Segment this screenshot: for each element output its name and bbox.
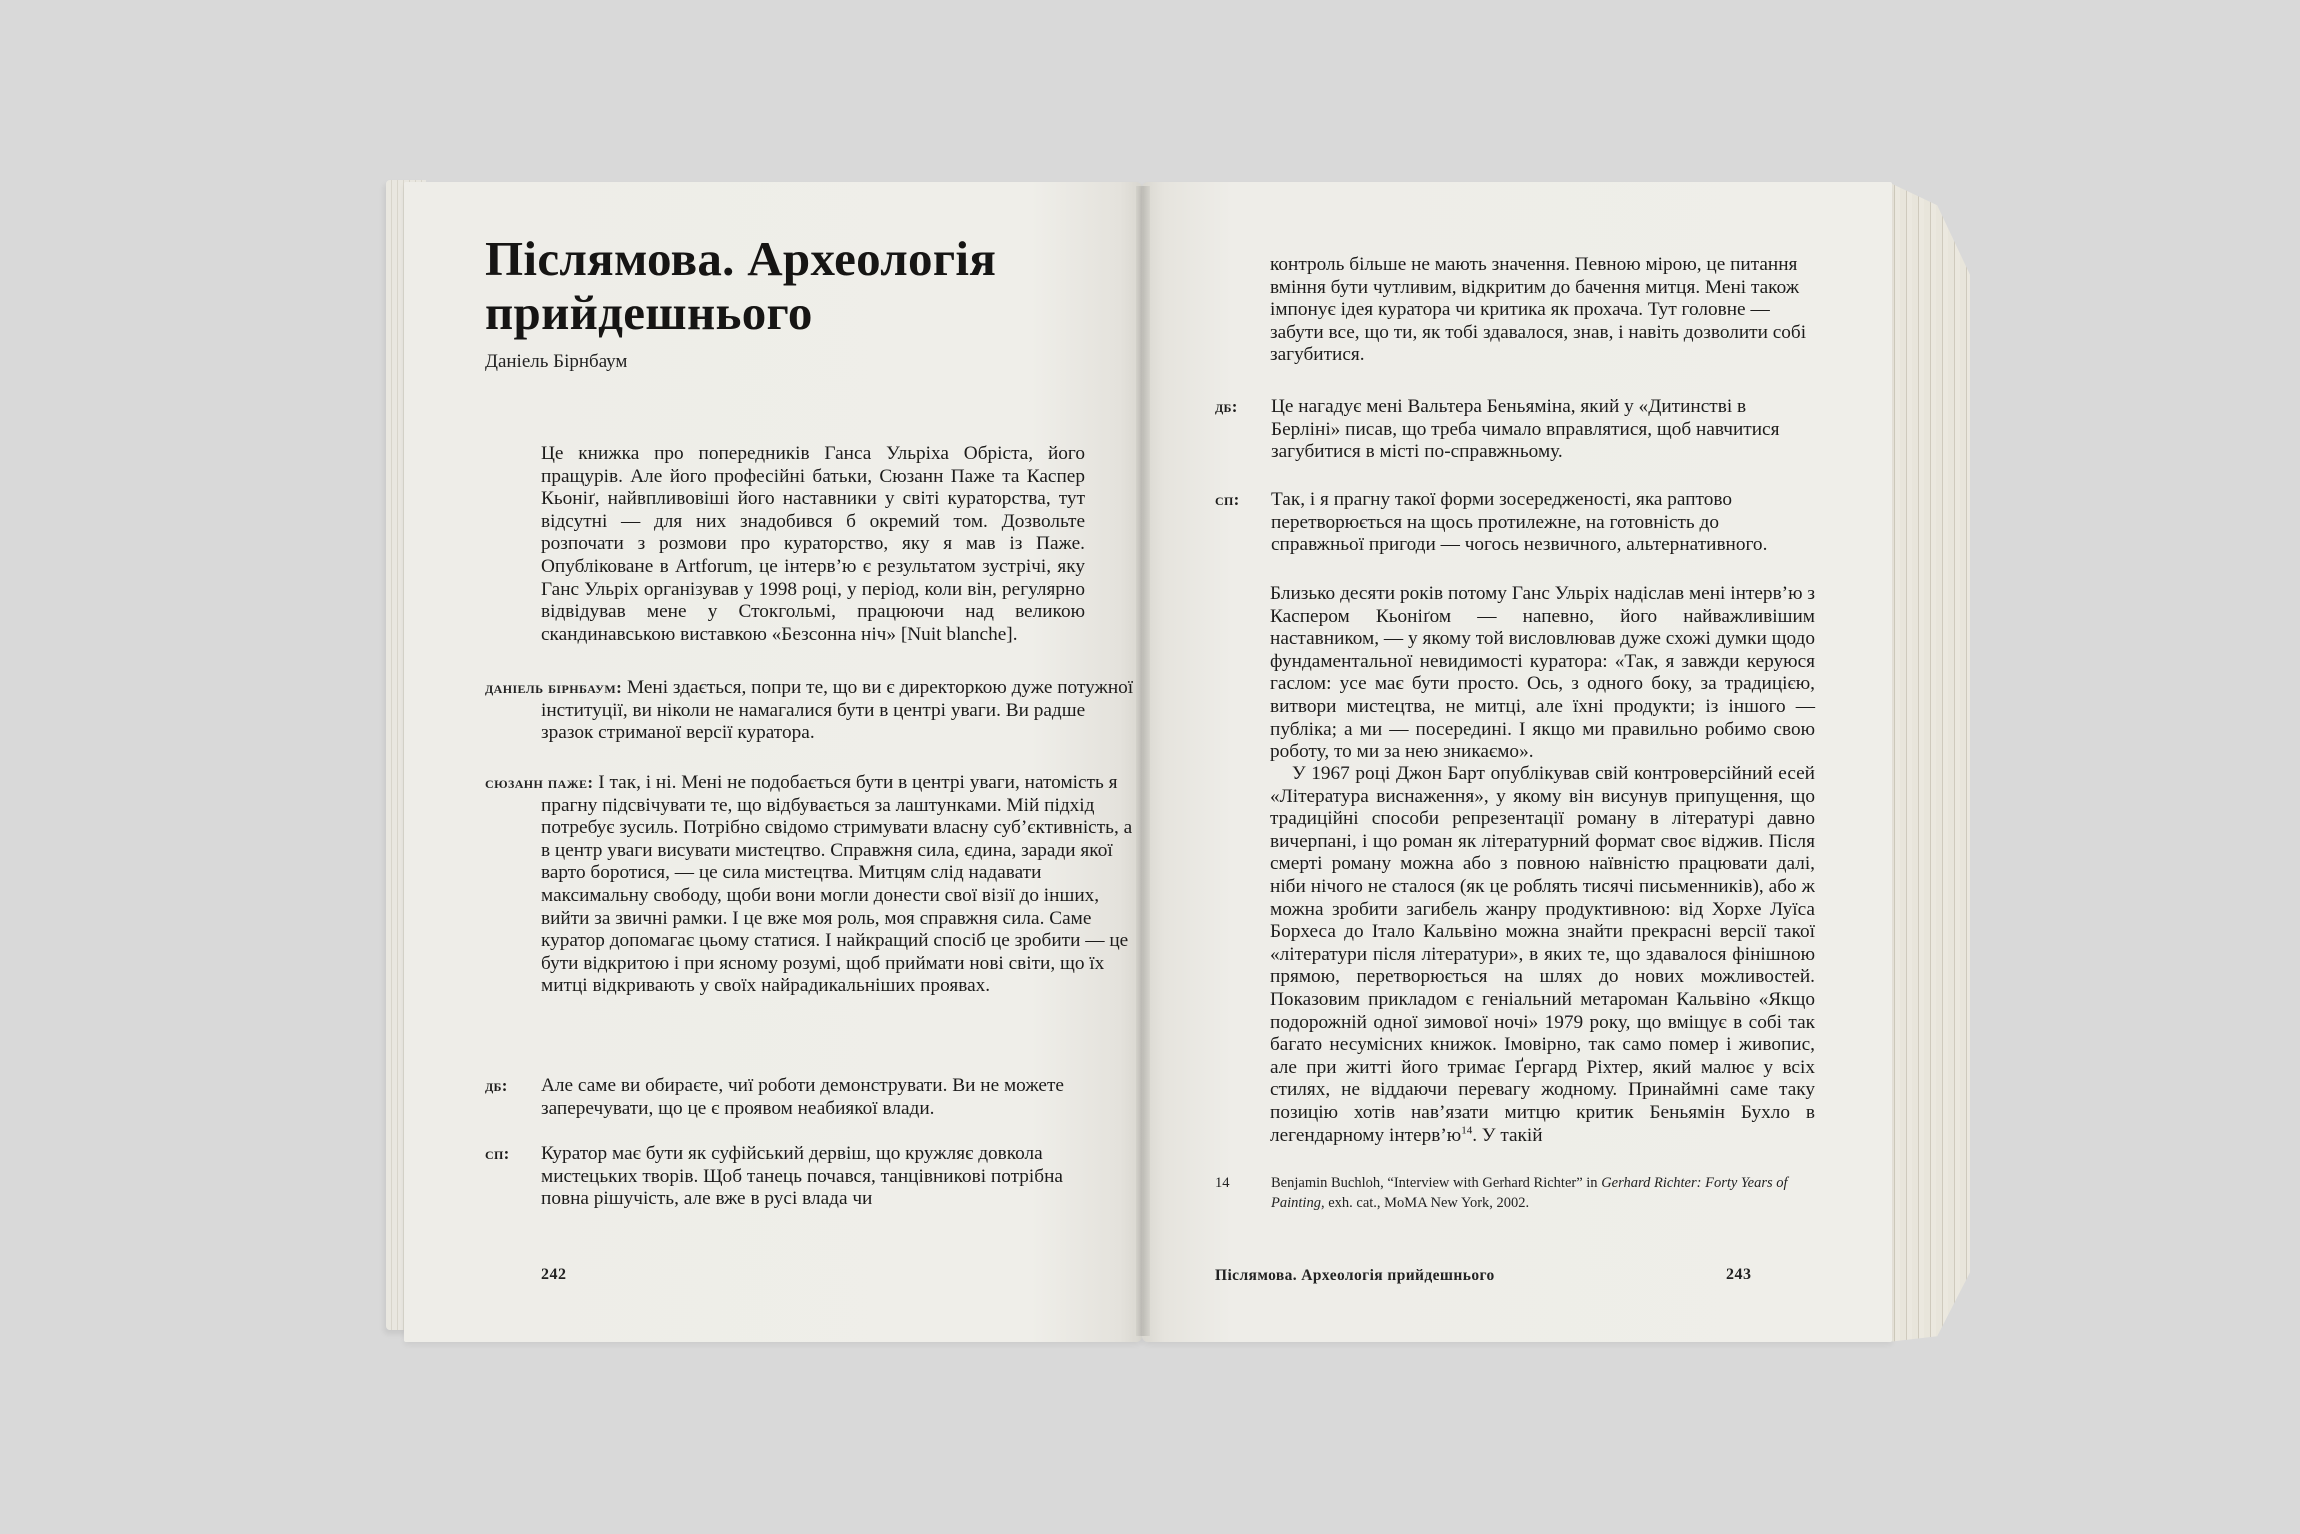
page-number-right: 243 — [1726, 1266, 1752, 1283]
book-gutter — [1136, 186, 1150, 1336]
dialogue-entry — [1215, 489, 1815, 557]
dialogue-entry — [485, 1143, 1085, 1211]
speaker-label: дб: — [485, 1076, 508, 1095]
speaker-label: даніель бірнбаум: — [485, 678, 623, 697]
footnote-text-end: , exh. cat., MoMA New York, 2002. — [1320, 1195, 1530, 1211]
footnote-number: 14 — [1215, 1175, 1230, 1191]
dialogue-text: Мені здається, попри те, що ви є директоркою дуже потужної інституції, ви ніколи не намагалися бути в центрі уваги. Ви радше зразок стриманої версії куратора. — [541, 677, 1134, 744]
speaker-label: дб: — [1215, 397, 1238, 416]
body-paragraph — [1270, 763, 1815, 1147]
speaker-label: сп: — [1215, 490, 1240, 509]
dialogue-text: Це нагадує мені Вальтера Беньяміна, який у «Дитинстві в Берліні» писав, що треба чимало вправлятися, щоб навчитися загубитися в місті по-справжньому. — [1271, 396, 1780, 463]
continuation-paragraph: контроль більше не мають значення. Певною мірою, це питання вміння бути чутливим, відкритим до бачення митця. Мені також імпонує ідея куратора чи критика як прохача. Тут головне — забути все, що ти, як тобі здавалося, знав, і навіть дозволити собі загубитися. — [1270, 254, 1807, 366]
dialogue-entry — [485, 772, 1141, 998]
dialogue-text: Куратор має бути як суфійський дервіш, що кружляє довкола мистецьких творів. Щоб танець почався, танцівникові потрібна повна рішучість, але вже в русі влада чи — [541, 1143, 1063, 1210]
dialogue-entry — [1215, 396, 1815, 464]
chapter-title: Післямова. Археологія прийдешнього — [485, 231, 997, 340]
intro-paragraph: Це книжка про попередників Ганса Ульріха Обріста, його пращурів. Але його професійні батьки, Сюзанн Паже та Каспер Кьоніґ, найвпливовіші його наставники у світі кураторства, тут відсутні — для них знадобився б окремий том. Дозвольте розпочати з розмови про кураторство, яку я мав із Паже. Опубліковане в Artforum, це інтерв’ю є результатом зустрічі, яку Ганс Ульріх організував у 1998 році, у період, коли він, регулярно відвідував мене у Стокгольмі, працюючи над великою скандинавською виставкою «Безсонна ніч» [Nuit blanche]. — [541, 443, 1085, 645]
speaker-label: сюзанн паже: — [485, 773, 594, 792]
body-paragraph: Близько десяти років потому Ганс Ульріх надіслав мені інтерв’ю з Каспером Кьоніґом — напевно, його найважливішим наставником, — у якому той висловлював дуже схожі думки щодо фундаментальної невидимості куратора: «Так, я завжди керуюся гаслом: усе має бути просто. Ось, з одного боку, за традицією, витвори мистецтва, не митці, але їхні продукти; із іншого — публіка; а ми — посередині. І якщо ми правильно робимо свою роботу, то ми за нею зникаємо». — [1270, 583, 1815, 763]
footnote — [1215, 1173, 1815, 1213]
body-paragraph-text: У 1967 році Джон Барт опублікував свій контроверсійний есей «Література виснаження», у якому він висунув припущення, що традиційні способи репрезентації роману в літературі давно вичерпані, і що роман як літературний формат своє віджив. Після смерті роману можна або з повною наївністю працювати далі, ніби нічого не сталося (як це роблять тисячі письменників), або ж можна зробити загибель жанру продуктивною: від Хорхе Луїса Борхеса до Італо Кальвіно можна знайти прекрасні версії такої «літератури після літератури», в яких те, що здавалося фінішною прямою, перетворюється на шлях до нових можливостей. Показовим прикладом є геніальний метароман Кальвіно «Якщо подорожній одної зимової ночі» 1979 року, що вміщує в собі так багато несумісних книжок. Імовірно, так само помер і живопис, але при житті його тримає Ґергард Ріхтер, який малює у всіх стилях, не віддаючи перевагу жодному. Принаймні саме таку позицію хотів нав’язати митцю критик Беньямін Бухло в легендарному інтерв’ю — [1270, 763, 1815, 1146]
dialogue-text: І так, і ні. Мені не подобається бути в центрі уваги, натомість я прагну підсвічувати те, що відбувається за лаштунками. Мій підхід потребує зусиль. Потрібно свідомо стримувати власну суб’єктивність, а в центр уваги висувати мистецтво. Справжня сила, єдина, заради якої варто боротися, — це сила мистецтва. Митцям слід надавати максимальну свободу, щоби вони могли донести свої візії до інших, вийти за звичні рамки. І це вже моя роль, моя справжня сила. Саме куратор допомагає цьому статися. І найкращий спосіб це зробити — це бути відкритою і при ясному розумі, щоб приймати нові світи, що їх митці відкривають у своїх найрадикальніших проявах. — [541, 772, 1133, 997]
dialogue-entry — [485, 677, 1141, 745]
chapter-author: Даніель Бірнбаум — [485, 351, 628, 372]
right-page-stack-edge — [1888, 182, 1970, 1342]
body-paragraph-tail: . У такій — [1472, 1124, 1543, 1146]
footnote-text — [1271, 1173, 1815, 1213]
dialogue-text: Але саме ви обираєте, чиї роботи демонструвати. Ви не можете заперечувати, що це є проявом неабиякої влади. — [541, 1075, 1064, 1119]
footnote-title: Gerhard Richter: Forty Years of Painting — [1271, 1175, 1788, 1211]
speaker-label: сп: — [485, 1144, 510, 1163]
page-number-left: 242 — [541, 1266, 567, 1283]
running-head: Післямова. Археологія прийдешнього — [1215, 1267, 1495, 1284]
dialogue-entry — [485, 1075, 1085, 1120]
dialogue-text: Так, і я прагну такої форми зосередженості, яка раптово перетворюється на щось протилежне, на готовність до справжньої пригоди — чогось незвичного, альтернативного. — [1271, 489, 1768, 556]
footnote-text-start: Benjamin Buchloh, “Interview with Gerhard Richter” in — [1271, 1175, 1602, 1191]
footnote-reference[interactable]: 14 — [1461, 1124, 1473, 1137]
